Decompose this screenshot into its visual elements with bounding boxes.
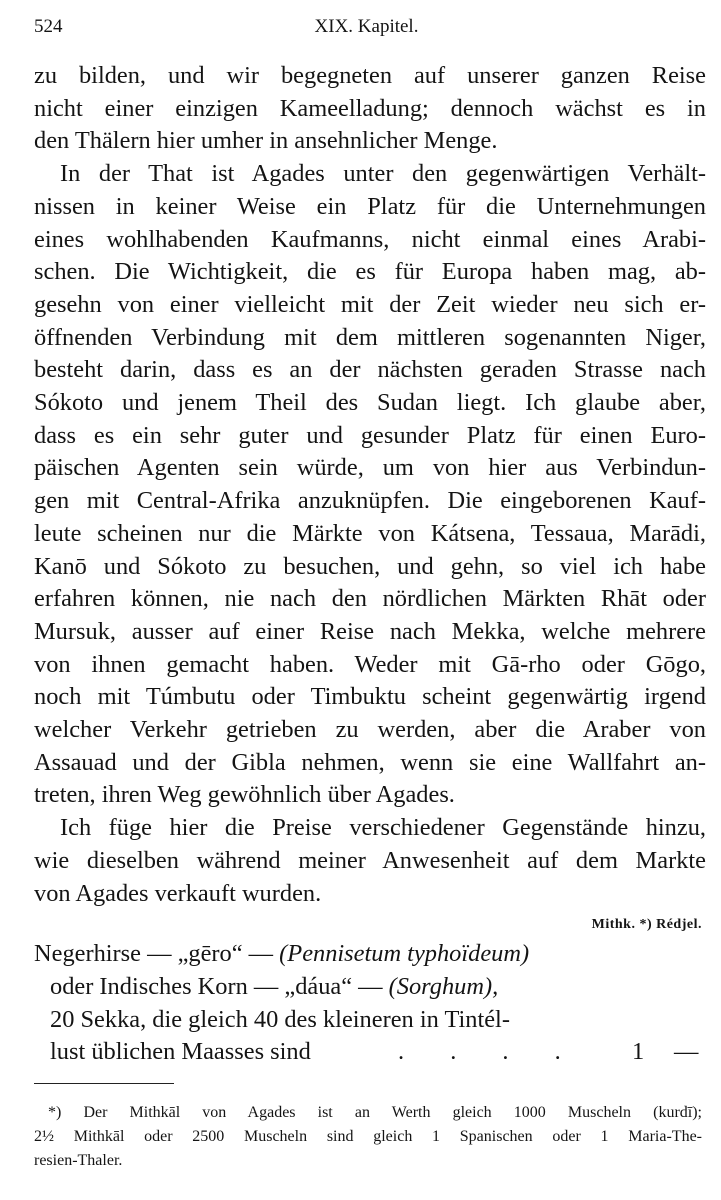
entry-latin-name: (Pennisetum typhoïdeum): [279, 940, 530, 968]
entry-text: oder Indisches Korn — „dáua“ —: [50, 972, 389, 1000]
chapter-title: XIX. Kapitel.: [314, 16, 419, 37]
entry-line: 20 Sekka, die gleich 40 des kleineren in Tintél-: [50, 1005, 510, 1033]
price-mithkal: 1: [632, 1038, 645, 1066]
text-line: dass es ein sehr guter und gesunder Platz für einen Euro-: [34, 421, 706, 449]
price-entry: [34, 938, 706, 1069]
text-line: noch mit Túmbutu oder Timbuktu scheint gegenwärtig irgend: [34, 683, 706, 711]
text-line: Kanō und Sókoto zu besuchen, und gehn, so viel ich habe: [34, 552, 706, 580]
footnote-rule: [34, 1083, 174, 1084]
text-line: gen mit Central-Afrika anzuknüpfen. Die eingeborenen Kauf-: [34, 487, 706, 515]
text-line: Ich füge hier die Preise verschiedener Gegenstände hinzu,: [60, 814, 706, 842]
page-body: [34, 60, 706, 1069]
paragraph: [34, 158, 706, 812]
text-line: von ihnen gemacht haben. Weder mit Gā-rho oder Gōgo,: [34, 650, 706, 678]
leader-dots: . . . .: [398, 1038, 581, 1066]
entry-line: [34, 1036, 706, 1069]
footnote-line: *) Der Mithkāl von Agades ist an Werth gleich 1000 Muscheln (kurdī);: [48, 1104, 702, 1121]
entry-latin-name: (Sorghum),: [388, 972, 499, 1000]
footnote-line: resien-Thaler.: [34, 1152, 123, 1169]
text-line: Mursuk, ausser auf einer Reise nach Mekka, welche mehrere: [34, 617, 706, 645]
paragraphs: [34, 60, 706, 910]
footnote-line: 2½ Mithkāl oder 2500 Muscheln sind gleich 1 Spanischen oder 1 Maria-The-: [34, 1128, 702, 1145]
text-line: In der That ist Agades unter den gegenwärtigen Verhält-: [60, 160, 706, 188]
text-line: zu bilden, und wir begegneten auf unserer ganzen Reise: [34, 62, 706, 89]
entry-line: [34, 938, 706, 971]
price-redjel: —: [674, 1038, 699, 1066]
footnote: [34, 1101, 702, 1173]
text-line: den Thälern hier umher in ansehnlicher Menge.: [34, 127, 498, 155]
entry-text: lust üblichen Maasses sind: [50, 1038, 311, 1066]
text-line: wie dieselben während meiner Anwesenheit auf dem Markte: [34, 846, 706, 874]
text-line: eines wohlhabenden Kaufmanns, nicht einmal eines Arabi-: [34, 225, 706, 253]
entry-line: [34, 971, 706, 1004]
text-line: erfahren können, nie nach den nördlichen Märkten Rhāt oder: [34, 585, 706, 613]
running-header: [34, 16, 699, 42]
text-line: nissen in keiner Weise ein Platz für die Unternehmungen: [34, 192, 706, 220]
text-line: welcher Verkehr getrieben zu werden, aber die Araber von: [34, 716, 706, 744]
text-line: schen. Die Wichtigkeit, die es für Europa haben mag, ab-: [34, 258, 706, 286]
entry-text: Negerhirse — „gēro“ —: [34, 940, 280, 968]
text-line: nicht einer einzigen Kameelladung; dennoch wächst es in: [34, 94, 706, 122]
text-line: treten, ihren Weg gewöhnlich über Agades.: [34, 781, 455, 809]
text-line: besteht darin, dass es an der nächsten geraden Strasse nach: [34, 356, 706, 384]
text-line: von Agades verkauft wurden.: [34, 879, 322, 907]
text-line: päischen Agenten sein würde, um von hier aus Verbindun-: [34, 454, 706, 482]
text-line: gesehn von einer vielleicht mit der Zeit wieder neu sich er-: [34, 290, 706, 318]
paragraph: [34, 60, 706, 158]
text-line: Sókoto und jenem Theil des Sudan liegt. Ich glaube aber,: [34, 389, 706, 417]
page-number: 524: [34, 16, 63, 37]
paragraph: [34, 812, 706, 910]
price-column-header: Mithk. *) Rédjel.: [591, 917, 702, 933]
text-line: leute scheinen nur die Märkte von Kátsena, Tessaua, Marādi,: [34, 519, 706, 547]
text-line: öffnenden Verbindung mit dem mittleren sogenannten Niger,: [34, 323, 706, 351]
text-line: Assauad und der Gibla nehmen, wenn sie eine Wallfahrt an-: [34, 748, 706, 776]
